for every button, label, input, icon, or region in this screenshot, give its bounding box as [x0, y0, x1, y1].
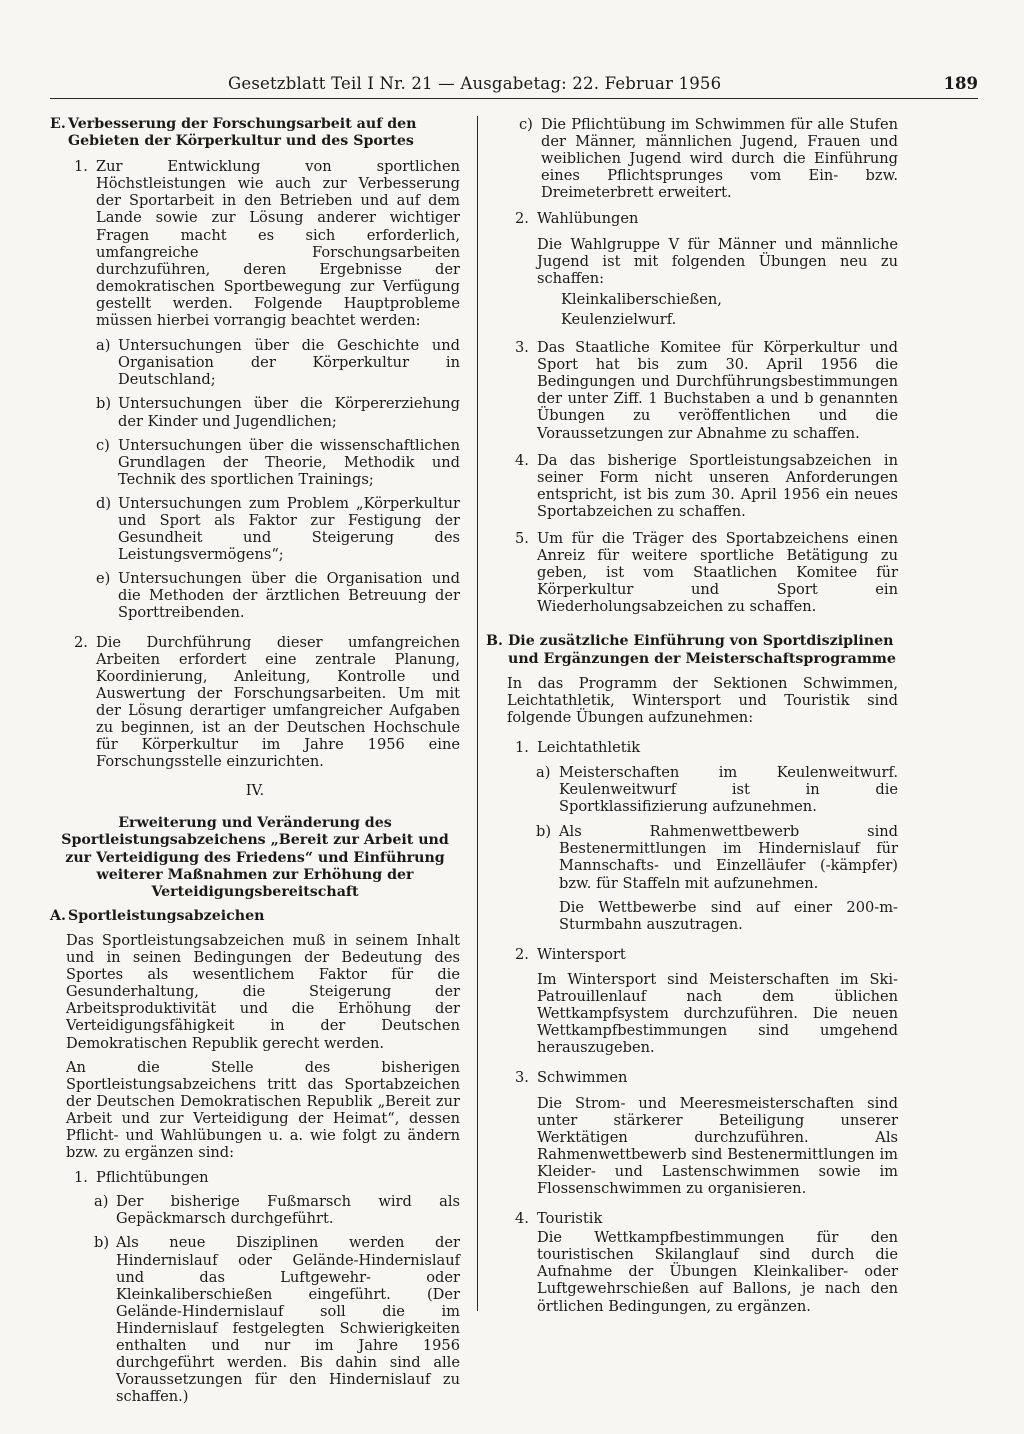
item-label: b) — [536, 823, 552, 841]
item-title: Touristik — [537, 1210, 603, 1228]
paragraph-text: Die Pflichtübung im Schwimmen für alle Stufen der Männer, männlichen Jugend, Frauen und weiblichen Jugend wird durch die Einführung eines Pflichtsprunges vom Ein- bzw. Dreimeterbrett erweitert. — [541, 116, 898, 202]
sub-item-a — [50, 337, 460, 388]
section-title: Die zusätzliche Einführung von Sportdisziplinen und Ergänzungen der Meisterschaftsprogramme — [508, 633, 896, 667]
leichtathletik-sub-a — [486, 764, 898, 815]
paragraph-text: Untersuchungen über die Organisation und die Methoden der ärztlichen Betreuung der Sporttreibenden. — [118, 570, 460, 622]
paragraph-text: Die Durchführung dieser umfangreichen Arbeiten erfordert eine zentrale Planung, Koordinierung, Anleitung, Kontrolle und Auswertung der Forschungsarbeiten. Um mit der Lösung derartiger umfangreicher Aufgaben zu beginnen, ist an der Deutschen Hochschule für Körperkultur im Jahre 1956 eine Forschungsstelle einzurichten. — [96, 633, 460, 771]
item-title: Wintersport — [537, 945, 626, 963]
paragraph-text: Untersuchungen über die Körpererziehung der Kinder und Jugendlichen; — [118, 395, 460, 430]
part-numeral: IV. — [245, 782, 265, 800]
leichtathletik-sub-b — [486, 823, 898, 891]
item-label: 4. — [515, 1210, 529, 1228]
item-3 — [486, 339, 898, 442]
item-label: a) — [94, 1193, 109, 1211]
wahluebungen-text: Die Wahlgruppe V für Männer und männliche Jugend ist mit folgenden Übungen neu zu schaffen: — [537, 235, 898, 287]
item-label: b) — [94, 1234, 110, 1252]
paragraph-text: Als Rahmenwettbewerb sind Bestenermittlungen im Hindernislauf für Mannschafts- und Einzelläufer (-kämpfer) bzw. für Staffeln mit aufzunehmen. — [559, 823, 898, 892]
pflichtuebungen-item — [50, 1169, 460, 1186]
wintersport-item — [486, 946, 898, 963]
item-label: 1. — [74, 1169, 88, 1187]
leichtathletik-sub-b-note: Die Wettbewerbe sind auf einer 200-m-Sturmbahn auszutragen. — [559, 898, 898, 933]
page-number: 189 — [943, 74, 978, 93]
page-header — [50, 74, 978, 100]
item-4 — [486, 452, 898, 520]
section-e-paragraph-2 — [50, 634, 460, 771]
item-label: c) — [96, 436, 110, 454]
section-e-paragraph-1 — [50, 158, 460, 329]
section-b-heading — [486, 633, 898, 667]
schwimmen-item — [486, 1069, 898, 1086]
item-title: Pflichtübungen — [96, 1169, 209, 1187]
part-heading: Erweiterung und Veränderung des Sportleistungsabzeichens „Bereit zur Arbeit und zur Verteidigung des Friedens“ und Einführung weiterer Maßnahmen zur Erhöhung der Verteidigungsbereitschaft — [61, 815, 449, 900]
item-label: 2. — [515, 210, 529, 228]
section-title: Verbesserung der Forschungsarbeit auf den Gebieten der Körperkultur und des Sportes — [68, 116, 417, 150]
header-title: Gesetzblatt Teil I Nr. 21 — Ausgabetag: 22. Februar 1956 — [228, 74, 722, 93]
schwimmen-text: Die Strom- und Meeresmeisterschaften sind unter stärkerer Beteiligung unserer Werktätigen durchzuführen. Als Rahmenwettbewerb sind Bestenermittlungen im Kleider- und Lastenschwimmen sowie im Flossenschwimmen zu organisieren. — [537, 1094, 898, 1197]
sub-item-c — [50, 437, 460, 488]
paragraph-text: Um für die Träger des Sportabzeichens einen Anreiz für weitere sportliche Betätigung zu geben, ist vom Staatlichen Komitee für Körperkultur und Sport ein Wiederholungsabzeichen zu schaffen. — [537, 529, 898, 616]
wintersport-text: Im Wintersport sind Meisterschaften im Ski-Patrouillenlauf nach dem üblichen Wettkampfsystem durchzuführen. Die neuen Wettkampfbestimmungen sind umgehend herauszugeben. — [537, 970, 898, 1057]
wahluebungen-item — [486, 210, 898, 227]
column-divider — [477, 116, 478, 1311]
paragraph-text: Untersuchungen über die Geschichte und Organisation der Körperkultur in Deutschland; — [118, 337, 460, 389]
paragraph-text: Meisterschaften im Keulenweitwurf. Keulenweitwurf ist in die Sportklassifizierung aufzunehmen. — [559, 764, 898, 816]
item-label: a) — [96, 337, 111, 355]
item-label: e) — [96, 570, 111, 588]
item-label: 2. — [515, 945, 529, 963]
leichtathletik-item — [486, 739, 898, 756]
paragraph-text: Zur Entwicklung von sportlichen Höchstleistungen wie auch zur Verbesserung der Sportarbeit in den Betrieben und auf dem Lande sowie zur Lösung anderer wichtiger Fragen macht es sich erforderlich, umfangreiche Forschungsarbeiten durchzuführen, deren Ergebnisse der demokratischen Sportbewegung zur Verfügung gestellt werden. Folgende Hauptprobleme müssen hierbei vorrangig beachtet werden: — [96, 158, 460, 330]
item-label: 1. — [74, 158, 88, 176]
section-title: Sportleistungsabzeichen — [68, 907, 265, 924]
left-column — [50, 116, 460, 1405]
section-label: E. — [50, 116, 66, 132]
item-label: 5. — [515, 529, 529, 547]
section-a-paragraph-2: An die Stelle des bisherigen Sportleistungsabzeichens tritt das Sportabzeichen der Deutschen Demokratischen Republik „Bereit zur Arbeit und zur Verteidigung der Heimat“, dessen Pflicht- und Wahlübungen u. a. wie folgt zu ändern bzw. zu ergänzen sind: — [66, 1058, 460, 1162]
wahluebung-2: Keulenzielwurf. — [561, 310, 677, 328]
section-e-heading — [50, 116, 460, 150]
item-label: b) — [96, 395, 112, 413]
section-label: B. — [486, 633, 503, 650]
item-label: 3. — [515, 339, 529, 357]
paragraph-text: Untersuchungen zum Problem „Körperkultur und Sport als Faktor zur Festigung der Gesundheit und Steigerung des Leistungsvermögens“; — [118, 494, 460, 564]
item-5 — [486, 530, 898, 615]
touristik-text: Die Wettkampfbestimmungen für den touristischen Skilanglauf sind durch die Aufnahme der Übungen Kleinkaliber- oder Luftgewehrschießen auf Ballons, je nach den örtlichen Bedingungen, zu ergänzen. — [537, 1229, 898, 1315]
paragraph-text: Als neue Disziplinen werden der Hindernislauf oder Gelände-Hindernislauf und das Luftgewehr- oder Kleinkaliberschießen eingeführt. (Der Gelände-Hindernislauf soll die im Hindernislauf festgelegten Schwierigkeiten enthalten und nur im Jahre 1956 durchgeführt werden. Bis dahin sind alle Voraussetzungen für den Hindernislauf zu schaffen.) — [116, 1234, 460, 1406]
paragraph-text: Da das bisherige Sportleistungsabzeichen in seiner Form nicht unseren Anforderungen entspricht, ist bis zum 30. April 1956 ein neues Sportabzeichen zu schaffen. — [537, 451, 898, 520]
paragraph-text: Untersuchungen über die wissenschaftlichen Grundlagen der Theorie, Methodik und Technik des sportlichen Trainings; — [118, 436, 460, 488]
item-title: Leichtathletik — [537, 738, 641, 756]
sub-item-d — [50, 495, 460, 563]
item-label: 1. — [515, 738, 529, 756]
pflicht-sub-item-a — [50, 1193, 460, 1227]
item-label: 3. — [515, 1069, 529, 1087]
paragraph-text: Das Staatliche Komitee für Körperkultur und Sport hat bis zum 30. April 1956 die Bedingungen und Durchführungsbestimmungen der unter Ziff. 1 Buchstaben a und b genannten Übungen zu veröffentlichen und die Voraussetzungen zur Abnahme zu schaffen. — [537, 339, 898, 442]
sub-item-e — [50, 570, 460, 621]
section-a-heading — [50, 908, 460, 925]
pflicht-sub-item-b — [50, 1234, 460, 1405]
section-a-paragraph-1: Das Sportleistungsabzeichen muß in seinem Inhalt und in seinen Bedingungen der Bedeutung des Sportes als wesentlichem Faktor für die Gesunderhaltung, die Steigerung der Arbeitsproduktivität und die Erhöhung der Verteidigungsfähigkeit in der Deutschen Demokratischen Republik gerecht werden. — [66, 931, 460, 1052]
wahluebung-1: Kleinkaliberschießen, — [561, 290, 722, 308]
touristik-item — [486, 1210, 898, 1227]
item-label: 4. — [515, 451, 529, 469]
item-title: Schwimmen — [537, 1069, 628, 1087]
item-title: Wahlübungen — [537, 210, 639, 228]
sub-item-b — [50, 395, 460, 429]
right-column — [486, 116, 898, 1315]
section-label: A. — [50, 907, 66, 924]
item-label: d) — [96, 494, 112, 512]
header-rule — [50, 98, 978, 99]
item-label: a) — [536, 764, 551, 781]
section-b-intro: In das Programm der Sektionen Schwimmen, Leichtathletik, Wintersport und Touristik sind folgende Übungen aufzunehmen: — [507, 674, 898, 726]
item-label: 2. — [74, 633, 88, 651]
pflicht-sub-item-c — [486, 116, 898, 201]
item-label: c) — [519, 116, 533, 133]
paragraph-text: Der bisherige Fußmarsch wird als Gepäckmarsch durchgeführt. — [116, 1193, 460, 1228]
